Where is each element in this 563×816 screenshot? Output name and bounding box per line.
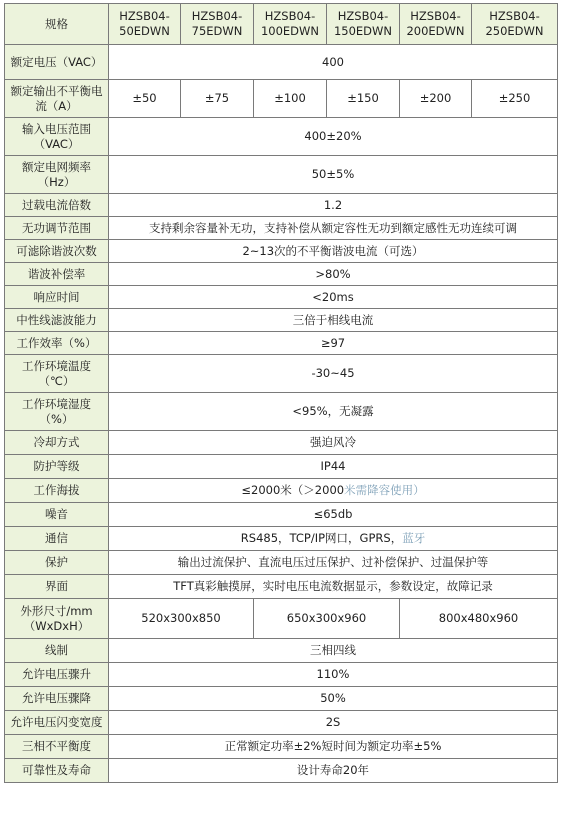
table-row <box>5 599 558 639</box>
table-row <box>5 455 558 479</box>
table-row <box>5 479 558 503</box>
row-value: 400 <box>109 45 558 80</box>
altitude-main-text: ≤2000米（＞2000 <box>241 483 345 497</box>
row-value: 520x300x850 <box>109 599 254 639</box>
row-value: <95%，无凝露 <box>109 393 558 431</box>
row-label: 过载电流倍数 <box>5 194 109 217</box>
row-value: 2~13次的不平衡谐波电流（可选） <box>109 240 558 263</box>
table-row <box>5 735 558 759</box>
row-value: -30~45 <box>109 355 558 393</box>
model-header: HZSB04-100EDWN <box>254 4 327 45</box>
model-header: HZSB04-150EDWN <box>327 4 400 45</box>
table-row <box>5 309 558 332</box>
row-value: ±100 <box>254 80 327 118</box>
row-value: IP44 <box>109 455 558 479</box>
row-label: 额定电网频率（Hz） <box>5 156 109 194</box>
row-value: <20ms <box>109 286 558 309</box>
row-label: 工作环境温度（℃） <box>5 355 109 393</box>
row-label: 防护等级 <box>5 455 109 479</box>
table-row <box>5 332 558 355</box>
row-label: 界面 <box>5 575 109 599</box>
row-value: 50±5% <box>109 156 558 194</box>
header-label: 规格 <box>5 4 109 45</box>
row-value: 110% <box>109 663 558 687</box>
row-value: ≤65db <box>109 503 558 527</box>
table-row <box>5 118 558 156</box>
row-value: 650x300x960 <box>254 599 400 639</box>
row-label: 可靠性及寿命 <box>5 759 109 783</box>
table-row <box>5 431 558 455</box>
model-header: HZSB04-250EDWN <box>472 4 558 45</box>
model-header: HZSB04-50EDWN <box>109 4 181 45</box>
row-value: 三倍于相线电流 <box>109 309 558 332</box>
row-value <box>109 479 558 503</box>
row-label: 无功调节范围 <box>5 217 109 240</box>
row-label: 谐波补偿率 <box>5 263 109 286</box>
row-label: 外形尺寸/mm（WxDxH） <box>5 599 109 639</box>
row-value: 1.2 <box>109 194 558 217</box>
row-value: 输出过流保护、直流电压过压保护、过补偿保护、过温保护等 <box>109 551 558 575</box>
row-label: 可滤除谐波次数 <box>5 240 109 263</box>
table-row <box>5 286 558 309</box>
row-value: 支持剩余容量补无功，支持补偿从额定容性无功到额定感性无功连续可调 <box>109 217 558 240</box>
model-header: HZSB04-75EDWN <box>181 4 254 45</box>
row-value: ≥97 <box>109 332 558 355</box>
table-row <box>5 194 558 217</box>
row-value: TFT真彩触摸屏，实时电压电流数据显示，参数设定，故障记录 <box>109 575 558 599</box>
row-label: 三相不平衡度 <box>5 735 109 759</box>
row-label: 中性线滤波能力 <box>5 309 109 332</box>
row-value: 正常额定功率±2%短时间为额定功率±5% <box>109 735 558 759</box>
model-header: HZSB04-200EDWN <box>400 4 472 45</box>
row-label: 线制 <box>5 639 109 663</box>
row-label: 冷却方式 <box>5 431 109 455</box>
row-value: 400±20% <box>109 118 558 156</box>
table-row <box>5 393 558 431</box>
table-row <box>5 80 558 118</box>
row-label: 通信 <box>5 527 109 551</box>
row-label: 响应时间 <box>5 286 109 309</box>
row-label: 工作海拔 <box>5 479 109 503</box>
row-label: 工作环境湿度（%） <box>5 393 109 431</box>
table-row <box>5 263 558 286</box>
table-row <box>5 45 558 80</box>
spec-table <box>4 3 558 783</box>
row-value: 2S <box>109 711 558 735</box>
table-row <box>5 575 558 599</box>
row-value: 50% <box>109 687 558 711</box>
row-label: 允许电压骤降 <box>5 687 109 711</box>
row-value: ±250 <box>472 80 558 118</box>
row-value: ±150 <box>327 80 400 118</box>
row-value: ±75 <box>181 80 254 118</box>
row-value: 800x480x960 <box>400 599 558 639</box>
spec-table-container <box>4 3 558 783</box>
header-row <box>5 4 558 45</box>
row-label: 允许电压闪变宽度 <box>5 711 109 735</box>
row-value: ±50 <box>109 80 181 118</box>
row-label: 额定电压（VAC） <box>5 45 109 80</box>
row-label: 额定输出不平衡电流（A） <box>5 80 109 118</box>
row-label: 保护 <box>5 551 109 575</box>
table-row <box>5 503 558 527</box>
row-value: 设计寿命20年 <box>109 759 558 783</box>
table-row <box>5 217 558 240</box>
table-row <box>5 711 558 735</box>
table-row <box>5 663 558 687</box>
table-row <box>5 687 558 711</box>
table-row <box>5 759 558 783</box>
altitude-accent-text: 米需降容使用） <box>344 483 425 497</box>
table-row <box>5 639 558 663</box>
communication-accent-text: 蓝牙 <box>402 531 426 545</box>
row-value: 三相四线 <box>109 639 558 663</box>
table-row <box>5 551 558 575</box>
row-label: 输入电压范围（VAC） <box>5 118 109 156</box>
row-label: 工作效率（%） <box>5 332 109 355</box>
table-row <box>5 156 558 194</box>
table-row <box>5 355 558 393</box>
table-row <box>5 527 558 551</box>
row-label: 允许电压骤升 <box>5 663 109 687</box>
row-value: ±200 <box>400 80 472 118</box>
communication-main-text: RS485，TCP/IP网口，GPRS， <box>240 531 403 545</box>
row-label: 噪音 <box>5 503 109 527</box>
row-value: 强迫风冷 <box>109 431 558 455</box>
row-value: >80% <box>109 263 558 286</box>
table-row <box>5 240 558 263</box>
row-value <box>109 527 558 551</box>
